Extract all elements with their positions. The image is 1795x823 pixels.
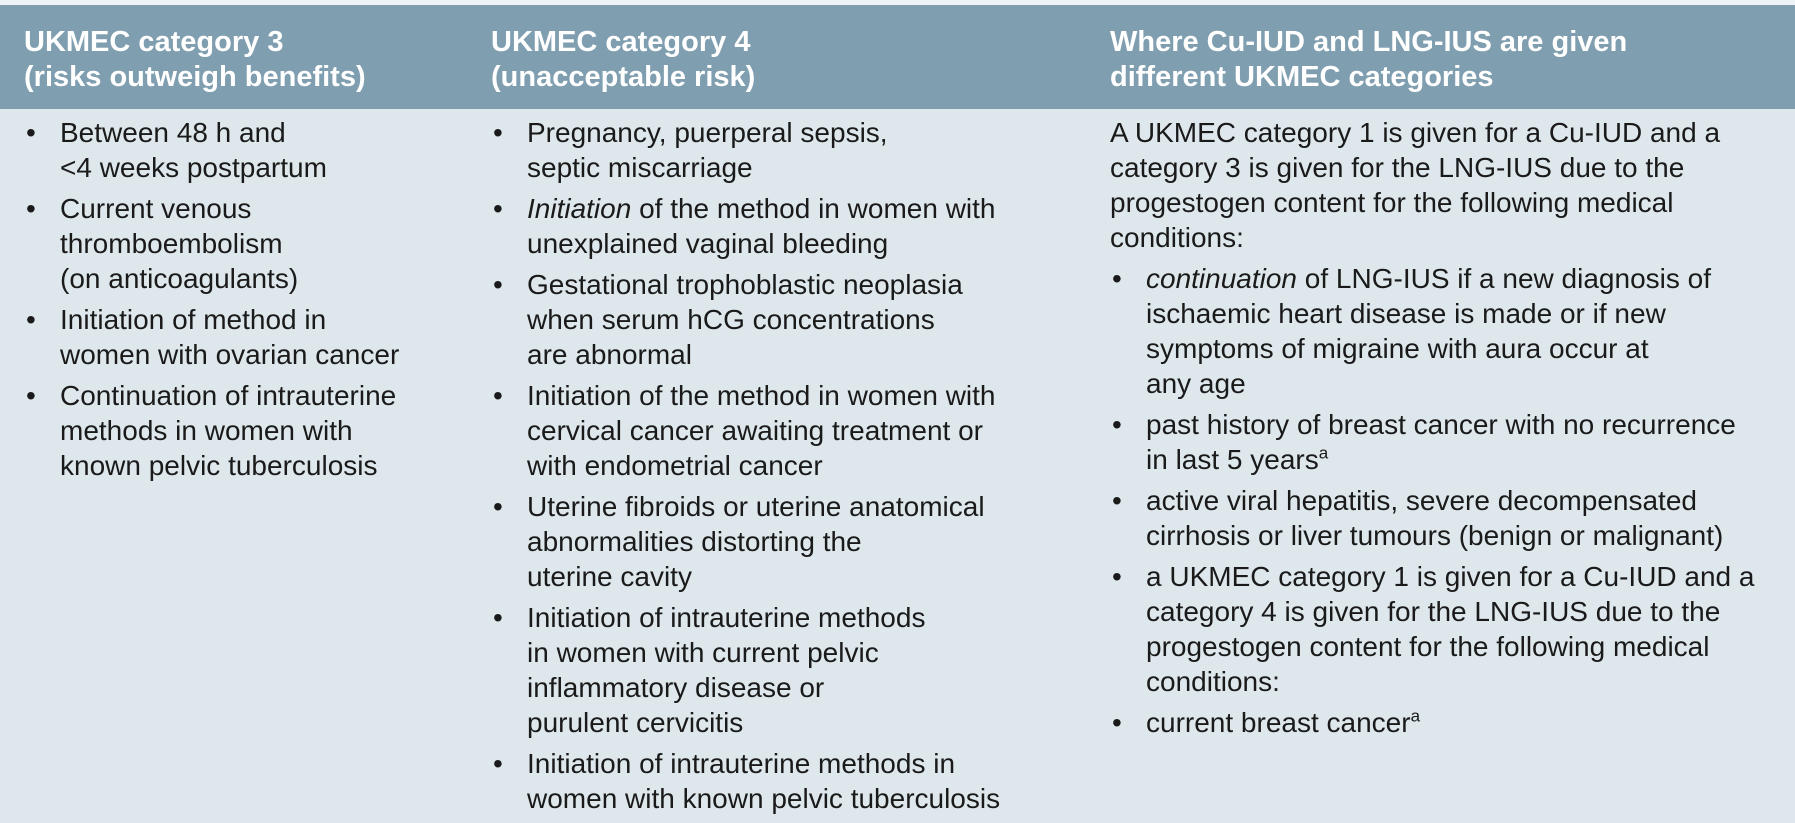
item-text: Pregnancy, puerperal sepsis, (527, 117, 888, 148)
list-item (1110, 705, 1795, 740)
item-text: Current venous (60, 193, 252, 224)
item-text: Initiation of the method in women with (527, 380, 996, 411)
column-ukmec-4 (491, 115, 1091, 822)
intro-text: A UKMEC category 1 is given for a Cu-IUD and a (1110, 117, 1721, 148)
header-ukmec-4-line2: (unacceptable risk) (491, 61, 756, 93)
item-text (1146, 261, 1795, 296)
item-text: are abnormal (527, 339, 692, 370)
item-text-main: in last 5 years (1146, 444, 1319, 475)
item-text: with endometrial cancer (527, 450, 823, 481)
list-item (491, 600, 1091, 740)
item-text: ischaemic heart disease is made or if new (1146, 298, 1666, 329)
table-body (0, 115, 1795, 823)
item-text: past history of breast cancer with no recurrence (1146, 409, 1736, 440)
item-text: inflammatory disease or (527, 672, 825, 703)
item-text: symptoms of migraine with aura occur at (1146, 333, 1649, 364)
header-different-line1: Where Cu-IUD and LNG-IUS are given (1110, 26, 1628, 58)
header-ukmec-3 (24, 25, 474, 95)
bullet-icon: • (26, 117, 36, 148)
item-text: conditions: (1146, 666, 1280, 697)
bullet-icon: • (493, 193, 503, 224)
footnote-marker: a (1318, 443, 1329, 463)
item-text: thromboembolism (60, 228, 283, 259)
intro-paragraph (1110, 115, 1795, 255)
list-item (24, 115, 474, 185)
item-text: unexplained vaginal bleeding (527, 228, 889, 259)
italic-term: Initiation (527, 193, 632, 224)
item-text: category 4 is given for the LNG-IUS due to the (1146, 596, 1721, 627)
list-item (1110, 407, 1795, 477)
item-text: abnormalities distorting the (527, 526, 862, 557)
item-text-rest: of the method in women with (631, 193, 996, 224)
list-item (491, 378, 1091, 483)
bullet-icon: • (493, 491, 503, 522)
item-text: Continuation of intrauterine (60, 380, 397, 411)
bullet-icon: • (493, 602, 503, 633)
item-text: Initiation of intrauterine methods (527, 602, 926, 633)
item-text: a UKMEC category 1 is given for a Cu-IUD and a (1146, 561, 1755, 592)
item-text: <4 weeks postpartum (60, 152, 327, 183)
bullet-icon: • (493, 748, 503, 779)
ukmec-4-list (491, 115, 1091, 816)
list-item (491, 746, 1091, 816)
header-ukmec-4 (491, 25, 1091, 95)
ukmec-3-list (24, 115, 474, 483)
list-item (1110, 483, 1795, 553)
item-text: septic miscarriage (527, 152, 753, 183)
bullet-icon: • (493, 380, 503, 411)
header-different-categories (1110, 25, 1795, 95)
item-text-main: current breast cancer (1146, 707, 1411, 738)
bullet-icon: • (26, 304, 36, 335)
list-item (1110, 261, 1795, 401)
item-text: Between 48 h and (60, 117, 286, 148)
bullet-icon: • (1112, 263, 1122, 294)
list-item (24, 191, 474, 296)
column-ukmec-3 (24, 115, 474, 489)
item-text: progestogen content for the following medical (1146, 631, 1710, 662)
column-different-categories (1110, 115, 1795, 746)
header-ukmec-3-line1: UKMEC category 3 (24, 26, 284, 58)
item-text: cervical cancer awaiting treatment or (527, 415, 983, 446)
italic-term: continuation (1146, 263, 1298, 294)
bullet-icon: • (26, 380, 36, 411)
item-text (1146, 442, 1795, 477)
intro-text: category 3 is given for the LNG-IUS due to the (1110, 152, 1685, 183)
item-text: Uterine fibroids or uterine anatomical (527, 491, 985, 522)
bullet-icon: • (1112, 409, 1122, 440)
header-ukmec-3-line2: (risks outweigh benefits) (24, 61, 366, 93)
intro-text: conditions: (1110, 222, 1244, 253)
item-text: women with known pelvic tuberculosis (527, 783, 1001, 814)
list-item (491, 489, 1091, 594)
intro-text: progestogen content for the following medical (1110, 187, 1674, 218)
item-text: any age (1146, 368, 1246, 399)
header-different-line2: different UKMEC categories (1110, 61, 1494, 93)
bullet-icon: • (1112, 561, 1122, 592)
bullet-icon: • (493, 269, 503, 300)
item-text (527, 191, 1091, 226)
item-text: known pelvic tuberculosis (60, 450, 378, 481)
list-item (24, 378, 474, 483)
item-text: active viral hepatitis, severe decompensated (1146, 485, 1697, 516)
item-text: when serum hCG concentrations (527, 304, 935, 335)
different-categories-list (1110, 261, 1795, 740)
item-text: cirrhosis or liver tumours (benign or malignant) (1146, 520, 1724, 551)
header-ukmec-4-line1: UKMEC category 4 (491, 26, 751, 58)
list-item (491, 191, 1091, 261)
list-item (24, 302, 474, 372)
item-text (1146, 705, 1795, 740)
item-text: purulent cervicitis (527, 707, 744, 738)
item-text: uterine cavity (527, 561, 692, 592)
item-text: (on anticoagulants) (60, 263, 299, 294)
bullet-icon: • (1112, 485, 1122, 516)
item-text: methods in women with (60, 415, 353, 446)
bullet-icon: • (26, 193, 36, 224)
bullet-icon: • (1112, 707, 1122, 738)
footnote-marker: a (1410, 706, 1421, 726)
list-item (491, 115, 1091, 185)
item-text: in women with current pelvic (527, 637, 879, 668)
list-item (1110, 559, 1795, 699)
list-item (491, 267, 1091, 372)
item-text: women with ovarian cancer (60, 339, 400, 370)
table-header-row (0, 5, 1795, 109)
bullet-icon: • (493, 117, 503, 148)
item-text: Gestational trophoblastic neoplasia (527, 269, 963, 300)
item-text: Initiation of method in (60, 304, 327, 335)
item-text: Initiation of intrauterine methods in (527, 748, 956, 779)
item-text-rest: of LNG-IUS if a new diagnosis of (1297, 263, 1711, 294)
